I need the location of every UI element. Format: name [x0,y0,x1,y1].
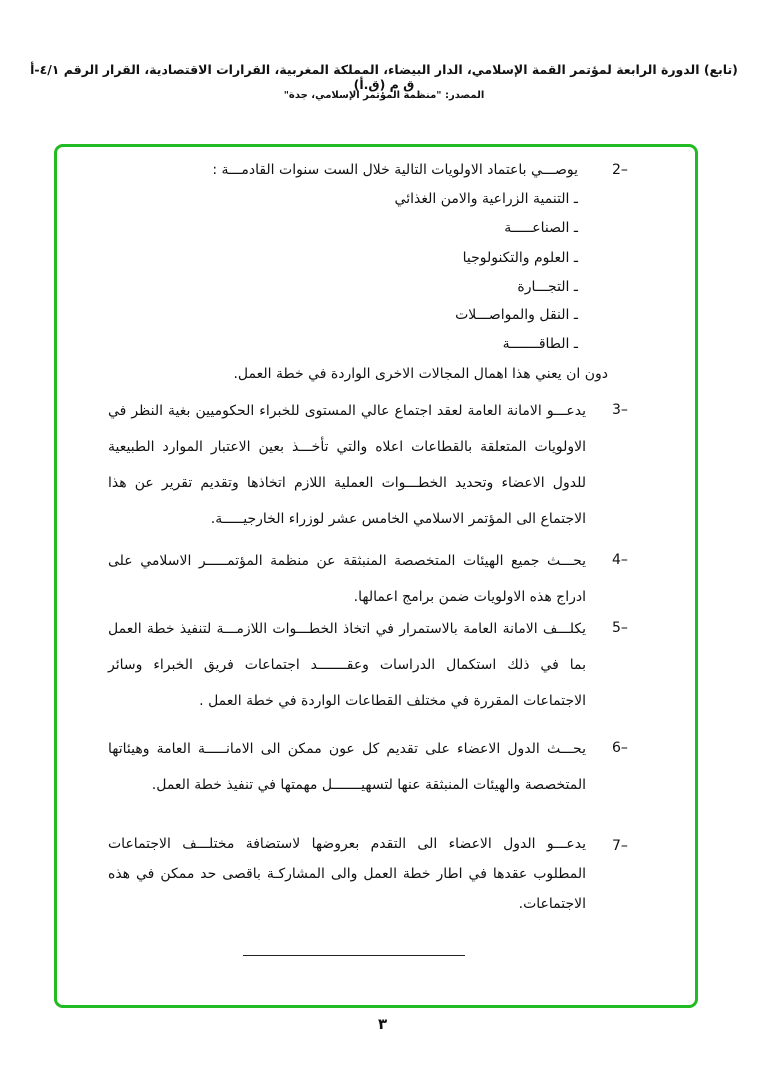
list-item: ـ الصناعـــــة [504,220,578,236]
item-number: 3– [612,402,628,418]
item-text: يدعـــو الامانة العامة لعقد اجتماع عالي المستوى للخبراء الحكوميين بغية النظر في الاولويات المتعلقة بالقطاعات اعلاه والتي تأخـــذ بعين الاعتبار الموارد الطبيعية للدول الاعضاء وتحديد الخطـــوات العملية اللازم اتخاذها وتقديم تقرير عن هذا الاجتماع الى المؤتمر الاسلامي الخامس عشر لوزراء الخارجيـــــة. [108,403,586,527]
list-item: ـ النقل والمواصـــلات [455,307,578,323]
page-number: ٣ [378,1015,388,1033]
item-number: 7– [612,838,628,854]
item-number: 4– [612,552,628,568]
document-source: المصدر: "منظمة المؤتمر الإسلامي، جدة" [283,90,485,101]
item-text: يدعـــو الدول الاعضاء الى التقدم بعروضها لاستضافة مختلـــف الاجتماعات المطلوب عقدها في اطار خطة العمل والى المشاركـة باقصى حد ممكن في هذه الاجتماعات. [108,836,586,912]
item-text: يحـــث الدول الاعضاء على تقديم كل عون ممكن الى الامانـــــة العامة وهيئاتها المتخصصة والهيئات المنبثقة عنها لتسهيـــــــل مهمتها في تنفيذ خطة العمل. [108,741,586,793]
list-item: ـ العلوم والتكنولوجيا [462,250,578,266]
item-outro: دون ان يعني هذا اهمال المجالات الاخرى الواردة في خطة العمل. [233,366,608,382]
item-number: 5– [612,620,628,636]
item-number: 2– [612,162,628,178]
list-item: ـ التجـــارة [517,279,578,295]
list-item: ـ الطاقـــــــة [502,336,578,352]
list-item: ـ التنمية الزراعية والامن الغذائي [394,191,578,207]
footnote-rule [243,955,465,956]
item-number: 6– [612,740,628,756]
item-intro: يوصـــي باعتماد الاولويات التالية خلال الست سنوات القادمـــة : [212,162,578,178]
item-text: يكلـــف الامانة العامة بالاستمرار في اتخاذ الخطـــوات اللازمـــة لتنفيذ خطة العمل بما في ذلك استكمال الدراسات وعقـــــــد اجتماعات فريق الخبراء وسائر الاجتماعات المقررة في مختلف القطاعات الواردة في خطة العمل . [108,621,586,709]
item-text: يحـــث جميع الهيئات المتخصصة المنبثقة عن منظمة المؤتمـــــر الاسلامي على ادراج هذه الاولويات ضمن برامج اعمالها. [108,553,586,605]
document-header-title: (تابع) الدورة الرابعة لمؤتمر القمة الإسلامي، الدار البيضاء، المملكة المغربية، القرارات الاقتصادية، القرار الرقم ٤/١-أ ق م (ق.أ) [30,62,738,92]
